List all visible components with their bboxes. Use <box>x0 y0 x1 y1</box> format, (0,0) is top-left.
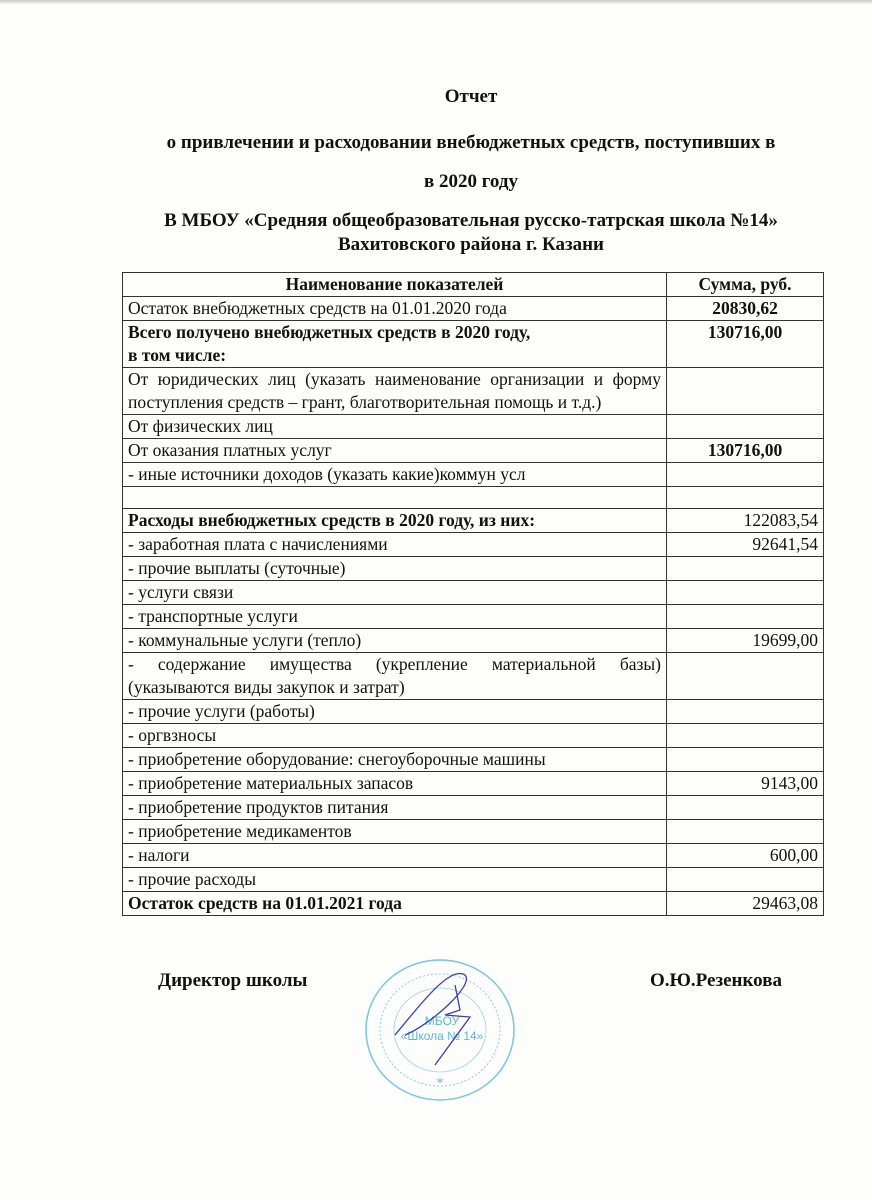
organization-district: Вахитовского района г. Казани <box>337 234 604 255</box>
table-row <box>123 868 824 892</box>
row-value <box>667 748 824 772</box>
row-label <box>123 487 667 509</box>
table-row <box>123 415 824 439</box>
row-label: - налоги <box>123 844 667 868</box>
row-label: - прочие выплаты (суточные) <box>123 557 667 581</box>
row-value: 130716,00 <box>667 321 824 368</box>
row-label: От юридических лиц (указать наименование организации и форму поступления средств – грант, благотворительная помощь и т.д.) <box>123 368 667 415</box>
signature-name: О.Ю.Резенкова <box>650 970 782 991</box>
row-value: 122083,54 <box>667 509 824 533</box>
signature-position: Директор школы <box>158 970 308 991</box>
table-row <box>123 321 824 368</box>
row-label: Остаток внебюджетных средств на 01.01.2020 года <box>123 297 667 321</box>
table-row <box>123 557 824 581</box>
row-label: - приобретение материальных запасов <box>123 772 667 796</box>
row-label: - коммунальные услуги (тепло) <box>123 629 667 653</box>
row-value <box>667 581 824 605</box>
table-row <box>123 844 824 868</box>
table-row <box>123 772 824 796</box>
row-label: - прочие услуги (работы) <box>123 700 667 724</box>
row-value: 130716,00 <box>667 439 824 463</box>
table-row <box>123 629 824 653</box>
document-subtitle: о привлечении и расходовании внебюджетных средств, поступивших в <box>166 132 776 153</box>
column-header-name: Наименование показателей <box>123 273 667 297</box>
svg-text:«Школа № 14»: «Школа № 14» <box>400 1029 484 1043</box>
table-row-empty <box>123 487 824 509</box>
scan-edge <box>0 0 872 4</box>
row-label: - приобретение медикаментов <box>123 820 667 844</box>
organization-name: В МБОУ «Средняя общеобразовательная русско-татрская школа №14» <box>164 210 778 231</box>
row-value <box>667 557 824 581</box>
table-row <box>123 748 824 772</box>
table-row <box>123 653 824 700</box>
row-label: - оргвзносы <box>123 724 667 748</box>
row-label: - транспортные услуги <box>123 605 667 629</box>
row-label <box>123 321 667 368</box>
row-value <box>667 605 824 629</box>
row-label: - содержание имущества (укрепление материальной базы) (указываются виды закупок и затрат) <box>123 653 667 700</box>
row-value <box>667 415 824 439</box>
document-year: в 2020 году <box>424 171 518 192</box>
row-value: 29463,08 <box>667 892 824 916</box>
row-value <box>667 796 824 820</box>
row-value <box>667 820 824 844</box>
table-row <box>123 533 824 557</box>
table-row <box>123 605 824 629</box>
report-table <box>122 272 824 916</box>
table-row-total <box>123 892 824 916</box>
table-row <box>123 297 824 321</box>
row-value <box>667 463 824 487</box>
table-row <box>123 724 824 748</box>
row-value: 9143,00 <box>667 772 824 796</box>
row-label: - прочие расходы <box>123 868 667 892</box>
row-value <box>667 368 824 415</box>
row-label: - заработная плата с начислениями <box>123 533 667 557</box>
row-label: - услуги связи <box>123 581 667 605</box>
row-label-line1: Всего получено внебюджетных средств в 2020 году, <box>128 322 531 342</box>
document-title: Отчет <box>444 86 498 107</box>
column-header-sum: Сумма, руб. <box>667 273 824 297</box>
row-label-line2: в том числе: <box>128 345 227 365</box>
row-value <box>667 653 824 700</box>
row-label: От оказания платных услуг <box>123 439 667 463</box>
svg-text:*: * <box>436 1076 444 1091</box>
row-value: 19699,00 <box>667 629 824 653</box>
table-row <box>123 820 824 844</box>
row-value: 600,00 <box>667 844 824 868</box>
row-value <box>667 724 824 748</box>
table-row <box>123 368 824 415</box>
row-label: - иные источники доходов (указать какие)коммун усл <box>123 463 667 487</box>
table-row <box>123 439 824 463</box>
svg-text:МБОУ: МБОУ <box>424 1014 460 1028</box>
table-row <box>123 463 824 487</box>
table-header <box>123 273 824 297</box>
table-row <box>123 796 824 820</box>
table-row <box>123 581 824 605</box>
table-row <box>123 509 824 533</box>
row-label: - приобретение продуктов питания <box>123 796 667 820</box>
row-label: От физических лиц <box>123 415 667 439</box>
row-label: - приобретение оборудование: снегоуборочные машины <box>123 748 667 772</box>
row-label: Остаток средств на 01.01.2021 года <box>123 892 667 916</box>
row-value: 92641,54 <box>667 533 824 557</box>
table-row <box>123 700 824 724</box>
stamp-icon <box>360 955 520 1105</box>
row-value <box>667 868 824 892</box>
row-label: Расходы внебюджетных средств в 2020 году, из них: <box>123 509 667 533</box>
row-value <box>667 700 824 724</box>
row-value <box>667 487 824 509</box>
row-value: 20830,62 <box>667 297 824 321</box>
